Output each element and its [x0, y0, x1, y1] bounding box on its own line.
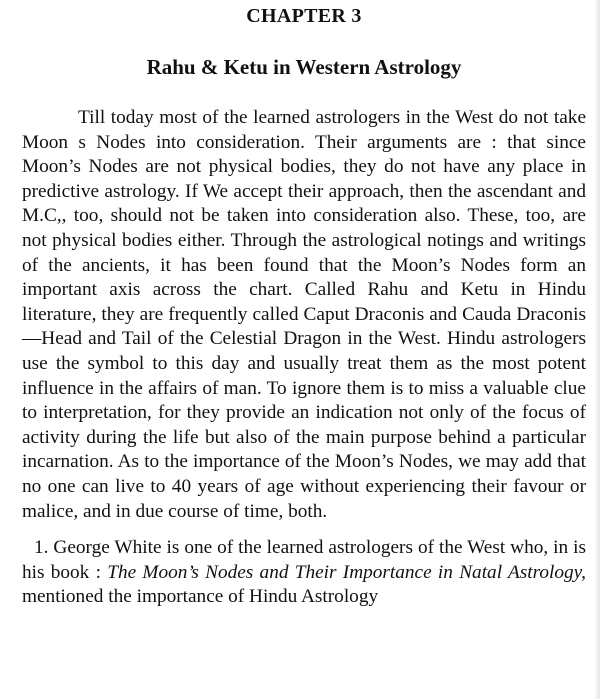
paragraph-2-lead-text: 1. George White is one of the learned astrologers of the West who, in is his book : — [22, 537, 586, 583]
chapter-title: Rahu & Ketu in Western Astrology — [146, 55, 462, 79]
paragraph-2-tail-text: mentioned the importance of Hindu Astrology — [22, 586, 379, 608]
body-paragraph-2 — [22, 536, 586, 610]
body-paragraph-1: Till today most of the learned astrologers in the West do not take Moon s Nodes into consideration. Their arguments are : that since Moon’s Nodes are not physical bodies, they do not have any place in predictive astrology. If We accept their approach, then the ascendant and M.C,, too, should not be taken into consideration also. These, too, are not physical bodies either. Through the astrological notings and writings of the ancients, it has been found that the Moon’s Nodes form an important axis across the chart. Called Rahu and Ketu in Hindu literature, they are frequently called Caput Draconis and Cauda Draconis—Head and Tail of the Celestial Dragon in the West. Hindu astrologers use the symbol to this day and usually treat them as the most potent influence in the affairs of man. To ignore them is to miss a valuable clue to interpretation, for they provide an indication not only of the focus of activity during the life but also of the main purpose behind a particular incarnation. As to the importance of the Moon’s Nodes, we may add that no one can live to 40 years of age without experiencing their favour or malice, and in due course of time, both. — [22, 107, 586, 522]
book-title: The Moon’s Nodes and Their Importance in Natal Astrology, — [107, 561, 586, 583]
chapter-number: CHAPTER 3 — [246, 5, 362, 27]
page-edge-shadow — [594, 0, 600, 699]
